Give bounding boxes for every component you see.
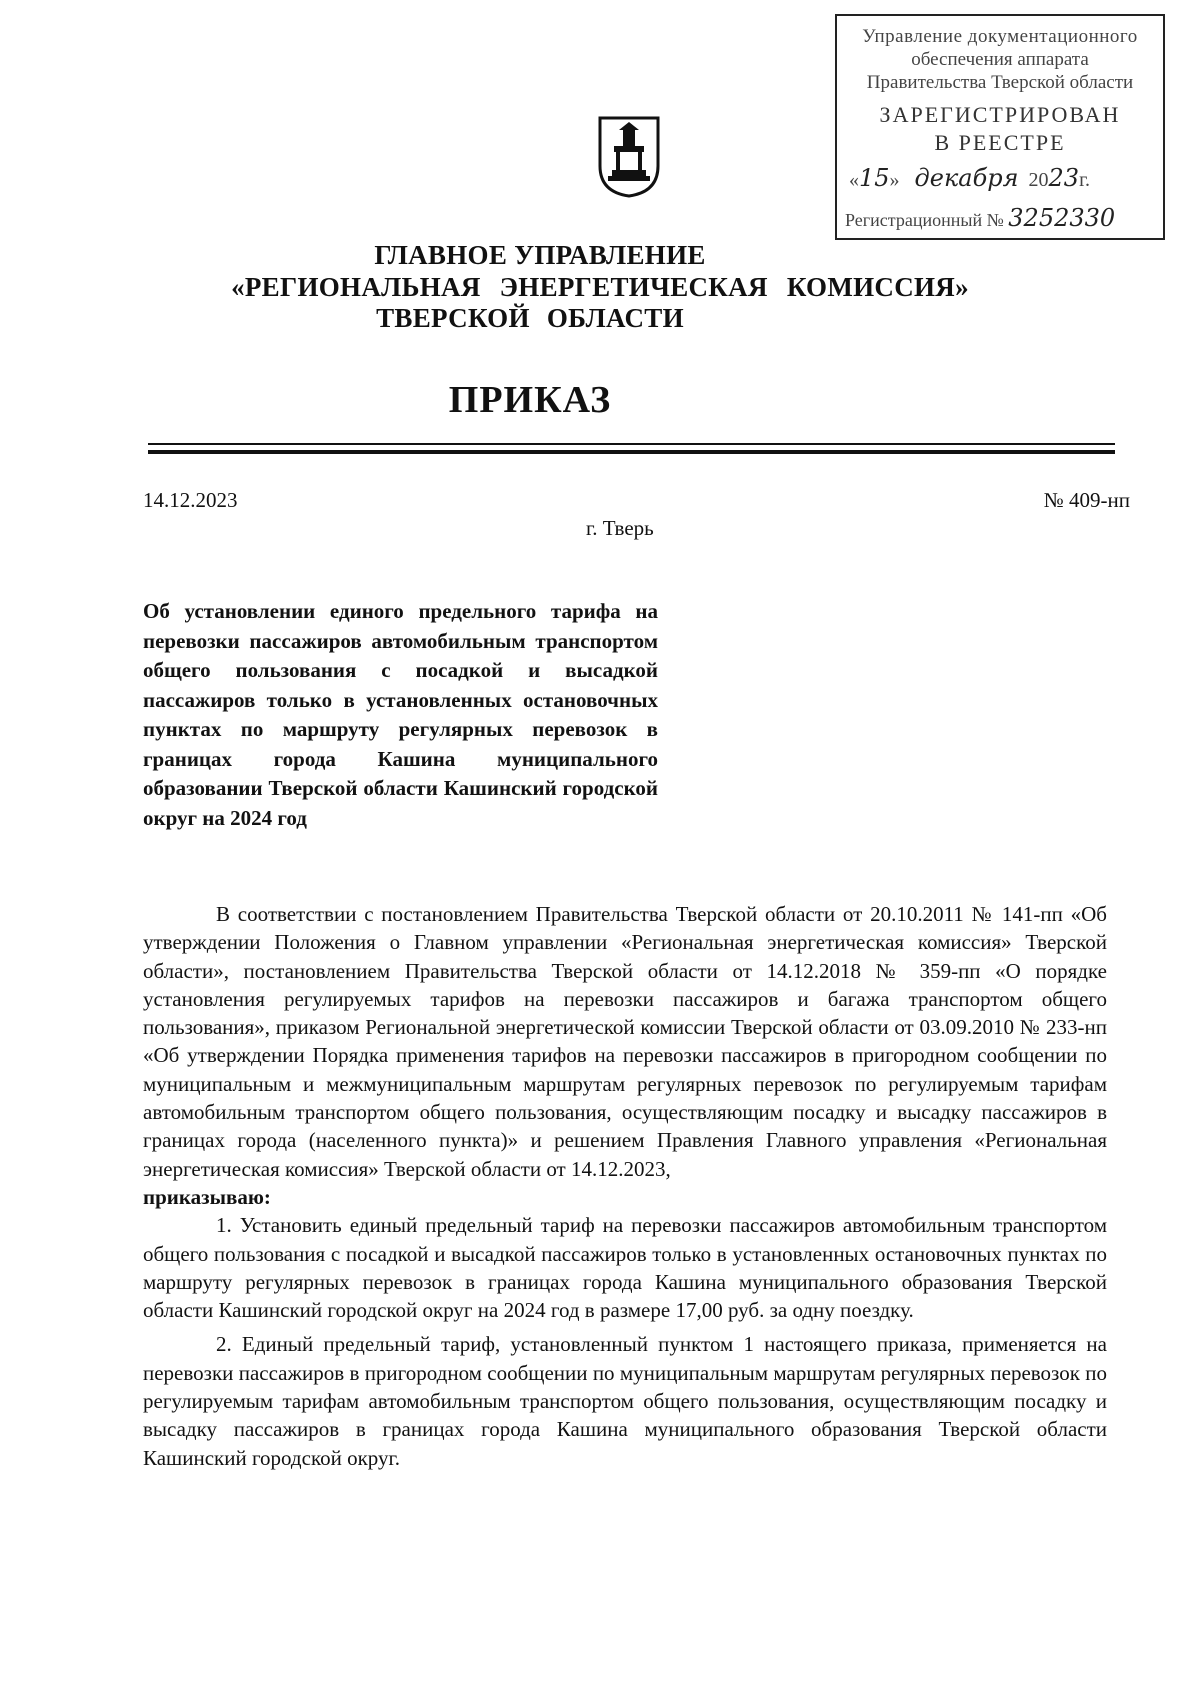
stamp-reg-line <box>845 204 1155 232</box>
stamp-line-1: Управление документационного <box>862 26 1138 47</box>
document-type-title: ПРИКАЗ <box>448 379 612 421</box>
stamp-date-line: «15» декабря 2023г. <box>849 164 1091 192</box>
stamp-reg-label: Регистрационный № <box>845 210 1004 230</box>
stamp-reg-number: 3252330 <box>1008 204 1116 232</box>
preamble-paragraph: В соответствии с постановлением Правительства Тверской области от 20.10.2011 № 141-пп «Об утверждении Положения о Главном управлении «Региональная энергетическая комиссия» Тверской области», постановлением Правительства Тверской области от 14.12.2018 № 359-пп «О порядке установления регулируемых тарифов на перевозки пассажиров и багажа транспортом общего пользования», приказом Региональной энергетической комиссии Тверской области от 03.09.2010 № 233-нп «Об утверждении Порядка применения тарифов на перевозки пассажиров в пригородном сообщении по муниципальным и межмуниципальным маршрутам регулярных перевозок по регулируемым тарифам автомобильным транспортом общего пользования, осуществляющим посадку и высадку пассажиров в границах города (населенного пункта)» и решением Правления Главного управления «Региональная энергетическая комиссия» Тверской области от 14.12.2023, <box>143 902 1107 1181</box>
stamp-in-registry: В РЕЕСТРЕ <box>934 130 1066 155</box>
document-subject: Об установлении единого предельного тарифа на перевозки пассажиров автомобильным транспортом общего пользования с посадкой и высадкой пассажиров только в установленных остановочных пунктах по маршруту регулярных перевозок в границах города Кашина муниципального образовании Тверской области Кашинский городской округ на 2024 год <box>143 599 658 830</box>
registration-stamp <box>835 14 1165 240</box>
document-city: г. Тверь <box>586 516 654 540</box>
header-line-1: ГЛАВНОЕ УПРАВЛЕНИЕ <box>374 240 706 270</box>
header-divider-thick <box>148 450 1115 454</box>
stamp-line-3: Правительства Тверской области <box>866 72 1134 93</box>
document-body <box>143 900 1107 1472</box>
stamp-registered: ЗАРЕГИСТРИРОВАН <box>879 102 1121 127</box>
tver-coat-of-arms-icon <box>598 116 660 198</box>
stamp-day: 15 <box>859 164 890 192</box>
header-line-3: ТВЕРСКОЙ ОБЛАСТИ <box>376 303 684 333</box>
stamp-year-suffix: 23 <box>1048 164 1080 192</box>
order-word: приказываю: <box>143 1184 271 1209</box>
stamp-year-unit: г. <box>1079 169 1091 191</box>
document-date: 14.12.2023 <box>143 488 238 512</box>
document-number: № 409-нп <box>1043 488 1130 512</box>
stamp-line-2: обеспечения аппарата <box>911 49 1089 70</box>
order-item-2: 2. Единый предельный тариф, установленный пунктом 1 настоящего приказа, применяется на перевозки пассажиров в пригородном сообщении по муниципальным маршрутам регулярных перевозок по регулируемым тарифам автомобильным транспортом общего пользования, осуществляющим посадку и высадку пассажиров в границах города Кашина муниципального образования Тверской области Кашинский городской округ. <box>143 1332 1107 1470</box>
stamp-month: декабря <box>914 164 1019 192</box>
header-line-2: «РЕГИОНАЛЬНАЯ ЭНЕРГЕТИЧЕСКАЯ КОМИССИЯ» <box>231 272 969 302</box>
order-item-1: 1. Установить единый предельный тариф на перевозки пассажиров автомобильным транспортом общего пользования с посадкой и высадкой пассажиров только в установленных остановочных пунктах по маршруту регулярных перевозок в границах города Кашина муниципального образования Тверской области Кашинский городской округ на 2024 год в размере 17,00 руб. за одну поездку. <box>143 1213 1107 1323</box>
stamp-year-prefix: 20 <box>1028 169 1049 191</box>
header-divider-thin <box>148 443 1115 445</box>
